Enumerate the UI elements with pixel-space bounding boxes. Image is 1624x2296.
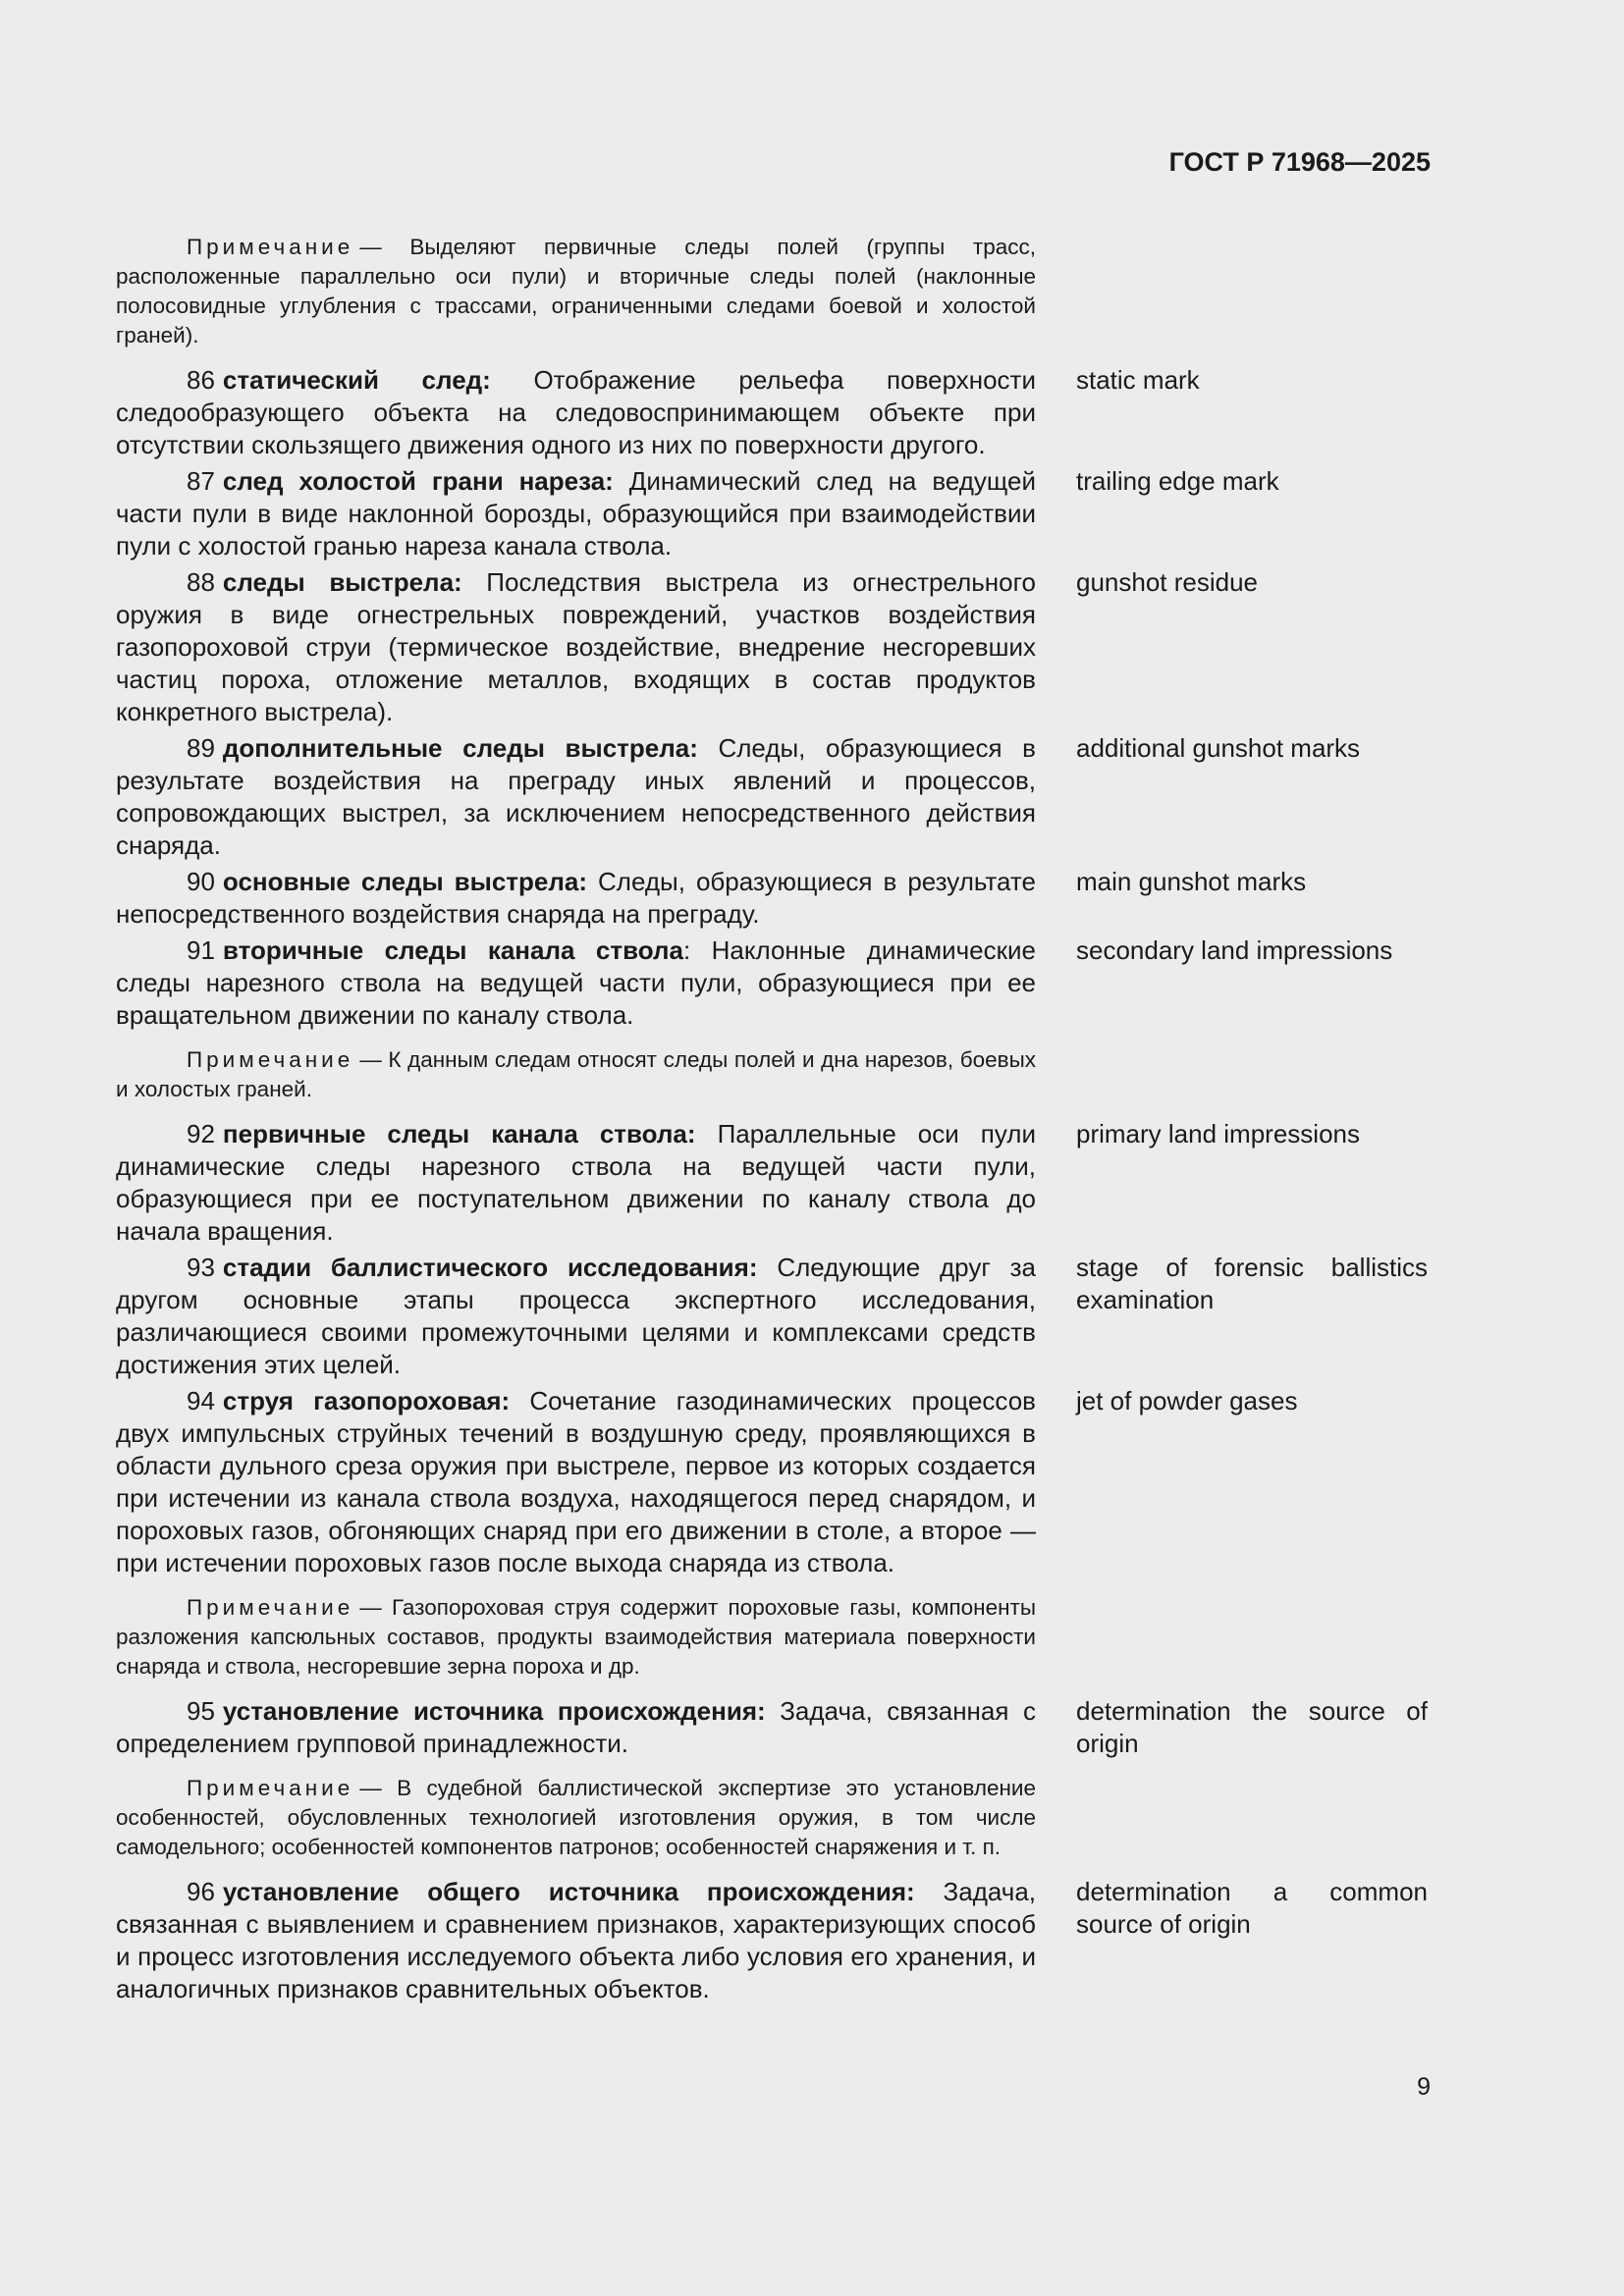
term-number: 88 [187,567,215,597]
term-entry [116,732,1428,862]
note-label: Примечание [187,1776,354,1800]
term-definition [116,1876,1036,2005]
term-text: : Наклонные динамические следы нарезного ствола на ведущей части пули, образующиеся при ее вращательном движении по каналу ствола. [116,935,1036,1030]
term-name: след холостой грани нареза: [222,466,614,496]
note [116,1593,1036,1682]
term-number: 96 [187,1877,215,1906]
note [116,1045,1036,1104]
term-definition [116,732,1036,862]
term-text: Последствия выстрела из огнестрельного оружия в виде огнестрельных повреждений, участков воздействия газопороховой струи (термическое воздействие, внедрение несгоревших частиц пороха, отложение металлов, входящих в состав продуктов конкретного выстрела). [116,567,1036,726]
note [116,233,1036,350]
term-text: Динамический след на ведущей части пули в виде наклонной борозды, образующийся при взаимодействии пули с холостой гранью нареза канала ствола. [116,466,1036,561]
term-definition [116,566,1036,728]
term-english: main gunshot marks [1076,867,1307,896]
term-english: secondary land impressions [1076,935,1393,965]
term-entry [116,934,1428,1032]
note-label: Примечание [187,1595,354,1620]
term-number: 92 [187,1119,215,1148]
term-name: установление общего источника происхождения: [222,1877,915,1906]
term-text: Параллельные оси пули динамические следы нарезного ствола на ведущей части пули, образующиеся при ее поступательном движении по каналу ствола до начала вращения. [116,1119,1036,1246]
document-header: ГОСТ Р 71968—2025 [1168,147,1431,177]
term-definition [116,934,1036,1032]
note-text: — В судебной баллистической экспертизе это установление особенностей, обусловленных технологией изготовления оружия, в том числе самодельного; особенностей компонентов патронов; особенностей снаряжения и т. п. [116,1776,1036,1859]
term-name: основные следы выстрела: [222,867,588,896]
term-english: trailing edge mark [1076,466,1279,496]
term-english: additional gunshot marks [1076,733,1361,763]
term-english: gunshot residue [1076,567,1259,597]
term-definition [116,866,1036,931]
term-definition [116,1118,1036,1248]
term-entry [116,1252,1428,1381]
note-text: — Выделяют первичные следы полей (группы трасс, расположенные параллельно оси пули) и вторичные следы полей (наклонные полосовидные углубления с трассами, ограниченными следами боевой и холостой граней). [116,235,1036,347]
term-entry [116,566,1428,728]
term-definition [116,1252,1036,1381]
note-row [116,1593,1428,1682]
term-entry [116,364,1428,461]
note-label: Примечание [187,1047,354,1072]
term-name: статический след: [222,365,491,395]
term-number: 95 [187,1696,215,1726]
term-entry [116,1695,1428,1760]
note-row [116,233,1428,350]
term-entry [116,1118,1428,1248]
term-entry [116,1385,1428,1579]
term-number: 90 [187,867,215,896]
term-name: установление источника происхождения: [222,1696,766,1726]
term-text: Сочетание газодинамических процессов двух импульсных струйных течений в воздушную среду, проявляющихся в области дульного среза оружия при выстреле, первое из которых создается при истечении из канала ствола воздуха, находящегося перед снарядом, и пороховых газов, обгоняющих снаряд при его движении в столе, а второе — при истечении пороховых газов после выхода снаряда из ствола. [116,1386,1036,1577]
page-number: 9 [1417,2073,1431,2101]
term-definition [116,465,1036,562]
term-definition [116,364,1036,461]
note-row [116,1774,1428,1862]
term-name: струя газопороховая: [222,1386,511,1415]
term-text: Отображение рельефа поверхности следообразующего объекта на следовоспринимающем объекте при отсутствии скользящего движения одного из них по поверхности другого. [116,365,1036,459]
term-text: Задача, связанная с выявлением и сравнением признаков, характеризующих способ и процесс изготовления исследуемого объекта либо условия его хранения, и аналогичных признаков сравнительных объектов. [116,1877,1036,2003]
term-name: вторичные следы канала ствола [222,935,683,965]
term-entry [116,1876,1428,2005]
term-name: стадии баллистического исследования: [222,1253,758,1282]
term-english: stage of forensic ballistics examination [1076,1253,1428,1314]
term-text: Следующие друг за другом основные этапы процесса экспертного исследования, различающиеся своими промежуточными целями и комплексами средств достижения этих целей. [116,1253,1036,1379]
term-number: 86 [187,365,215,395]
term-definition [116,1695,1036,1760]
term-english: primary land impressions [1076,1119,1360,1148]
terms-content [116,233,1428,2009]
term-entry [116,465,1428,562]
term-name: дополнительные следы выстрела: [222,733,698,763]
term-english: determination a common source of origin [1076,1877,1428,1939]
term-name: следы выстрела: [222,567,462,597]
term-number: 91 [187,935,215,965]
term-text: Задача, связанная с определением групповой принадлежности. [116,1696,1037,1758]
term-english: jet of powder gases [1076,1386,1298,1415]
note [116,1774,1036,1862]
term-text: Следы, образующиеся в результате воздействия на преграду иных явлений и процессов, сопровождающих выстрел, за исключением непосредственного действия снаряда. [116,733,1036,860]
note-label: Примечание [187,235,354,259]
term-number: 94 [187,1386,215,1415]
term-definition [116,1385,1036,1579]
term-name: первичные следы канала ствола: [222,1119,696,1148]
note-text: — К данным следам относят следы полей и дна нарезов, боевых и холостых граней. [116,1047,1036,1101]
note-row [116,1045,1428,1104]
term-number: 93 [187,1253,215,1282]
term-text: Следы, образующиеся в результате непосредственного воздействия снаряда на преграду. [116,867,1036,929]
term-english: determination the source of origin [1076,1696,1428,1758]
term-number: 87 [187,466,215,496]
note-text: — Газопороховая струя содержит пороховые газы, компоненты разложения капсюльных составов, продукты взаимодействия материала поверхности снаряда и ствола, несгоревшие зерна пороха и др. [116,1595,1036,1679]
term-entry [116,866,1428,931]
term-english: static mark [1076,365,1200,395]
term-number: 89 [187,733,215,763]
